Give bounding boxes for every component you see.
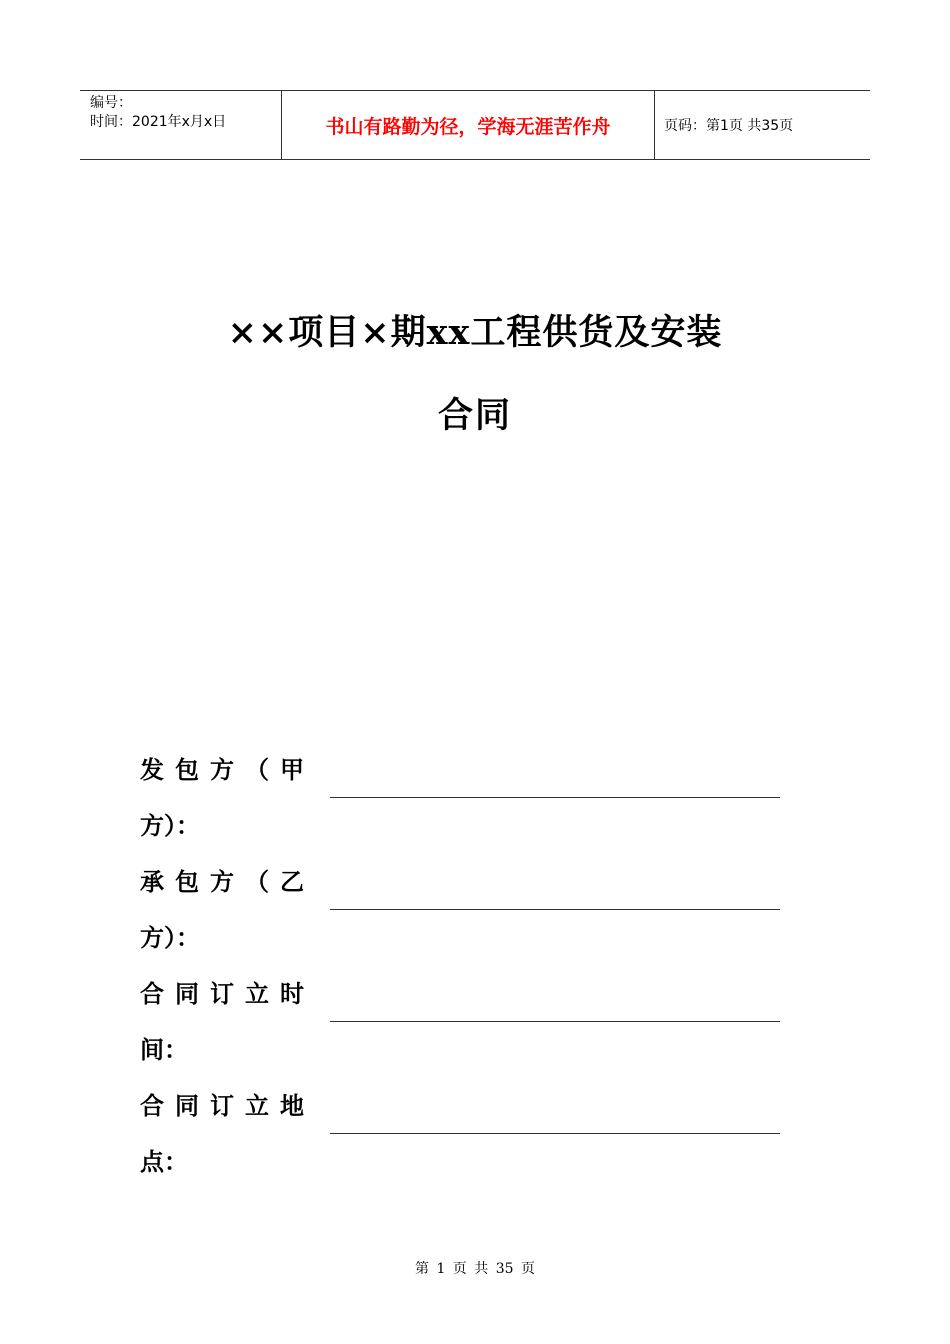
field-label: 合同订立地 [140, 1091, 315, 1120]
field-label-cont: 间： [140, 1035, 188, 1064]
contract-title: ××项目×期xx工程供货及安装 [227, 312, 723, 353]
header-motto: 书山有路勤为径，学海无涯苦作舟 [325, 115, 611, 138]
document-date-label: 时间：2021年x月x日 [90, 114, 227, 130]
fill-in-line[interactable] [330, 909, 780, 910]
fill-in-line[interactable] [330, 1133, 780, 1134]
page-header [80, 90, 870, 160]
page-footer: 第 1 页 共 35 页 [415, 1261, 535, 1277]
field-label: 合同订立时 [140, 979, 315, 1008]
header-left-cell [80, 91, 280, 159]
field-signing-place [140, 1086, 780, 1198]
header-page-cell [655, 91, 870, 159]
field-label-cont: 点： [140, 1147, 188, 1176]
field-label: 发包方（甲 [140, 755, 315, 784]
contract-title-line2: 合同 [437, 395, 512, 436]
field-label: 承包方（乙 [140, 867, 315, 896]
field-employer [140, 750, 780, 862]
field-label-cont: 方）： [140, 923, 200, 952]
field-contractor [140, 862, 780, 974]
document-number-label: 编号： [90, 95, 132, 111]
field-label-cont: 方）： [140, 811, 200, 840]
header-motto-cell [281, 91, 655, 159]
header-page-info: 页码：第1页 共35页 [664, 118, 794, 134]
fill-in-line[interactable] [330, 797, 780, 798]
field-signing-time [140, 974, 780, 1086]
fill-in-line[interactable] [330, 1021, 780, 1022]
